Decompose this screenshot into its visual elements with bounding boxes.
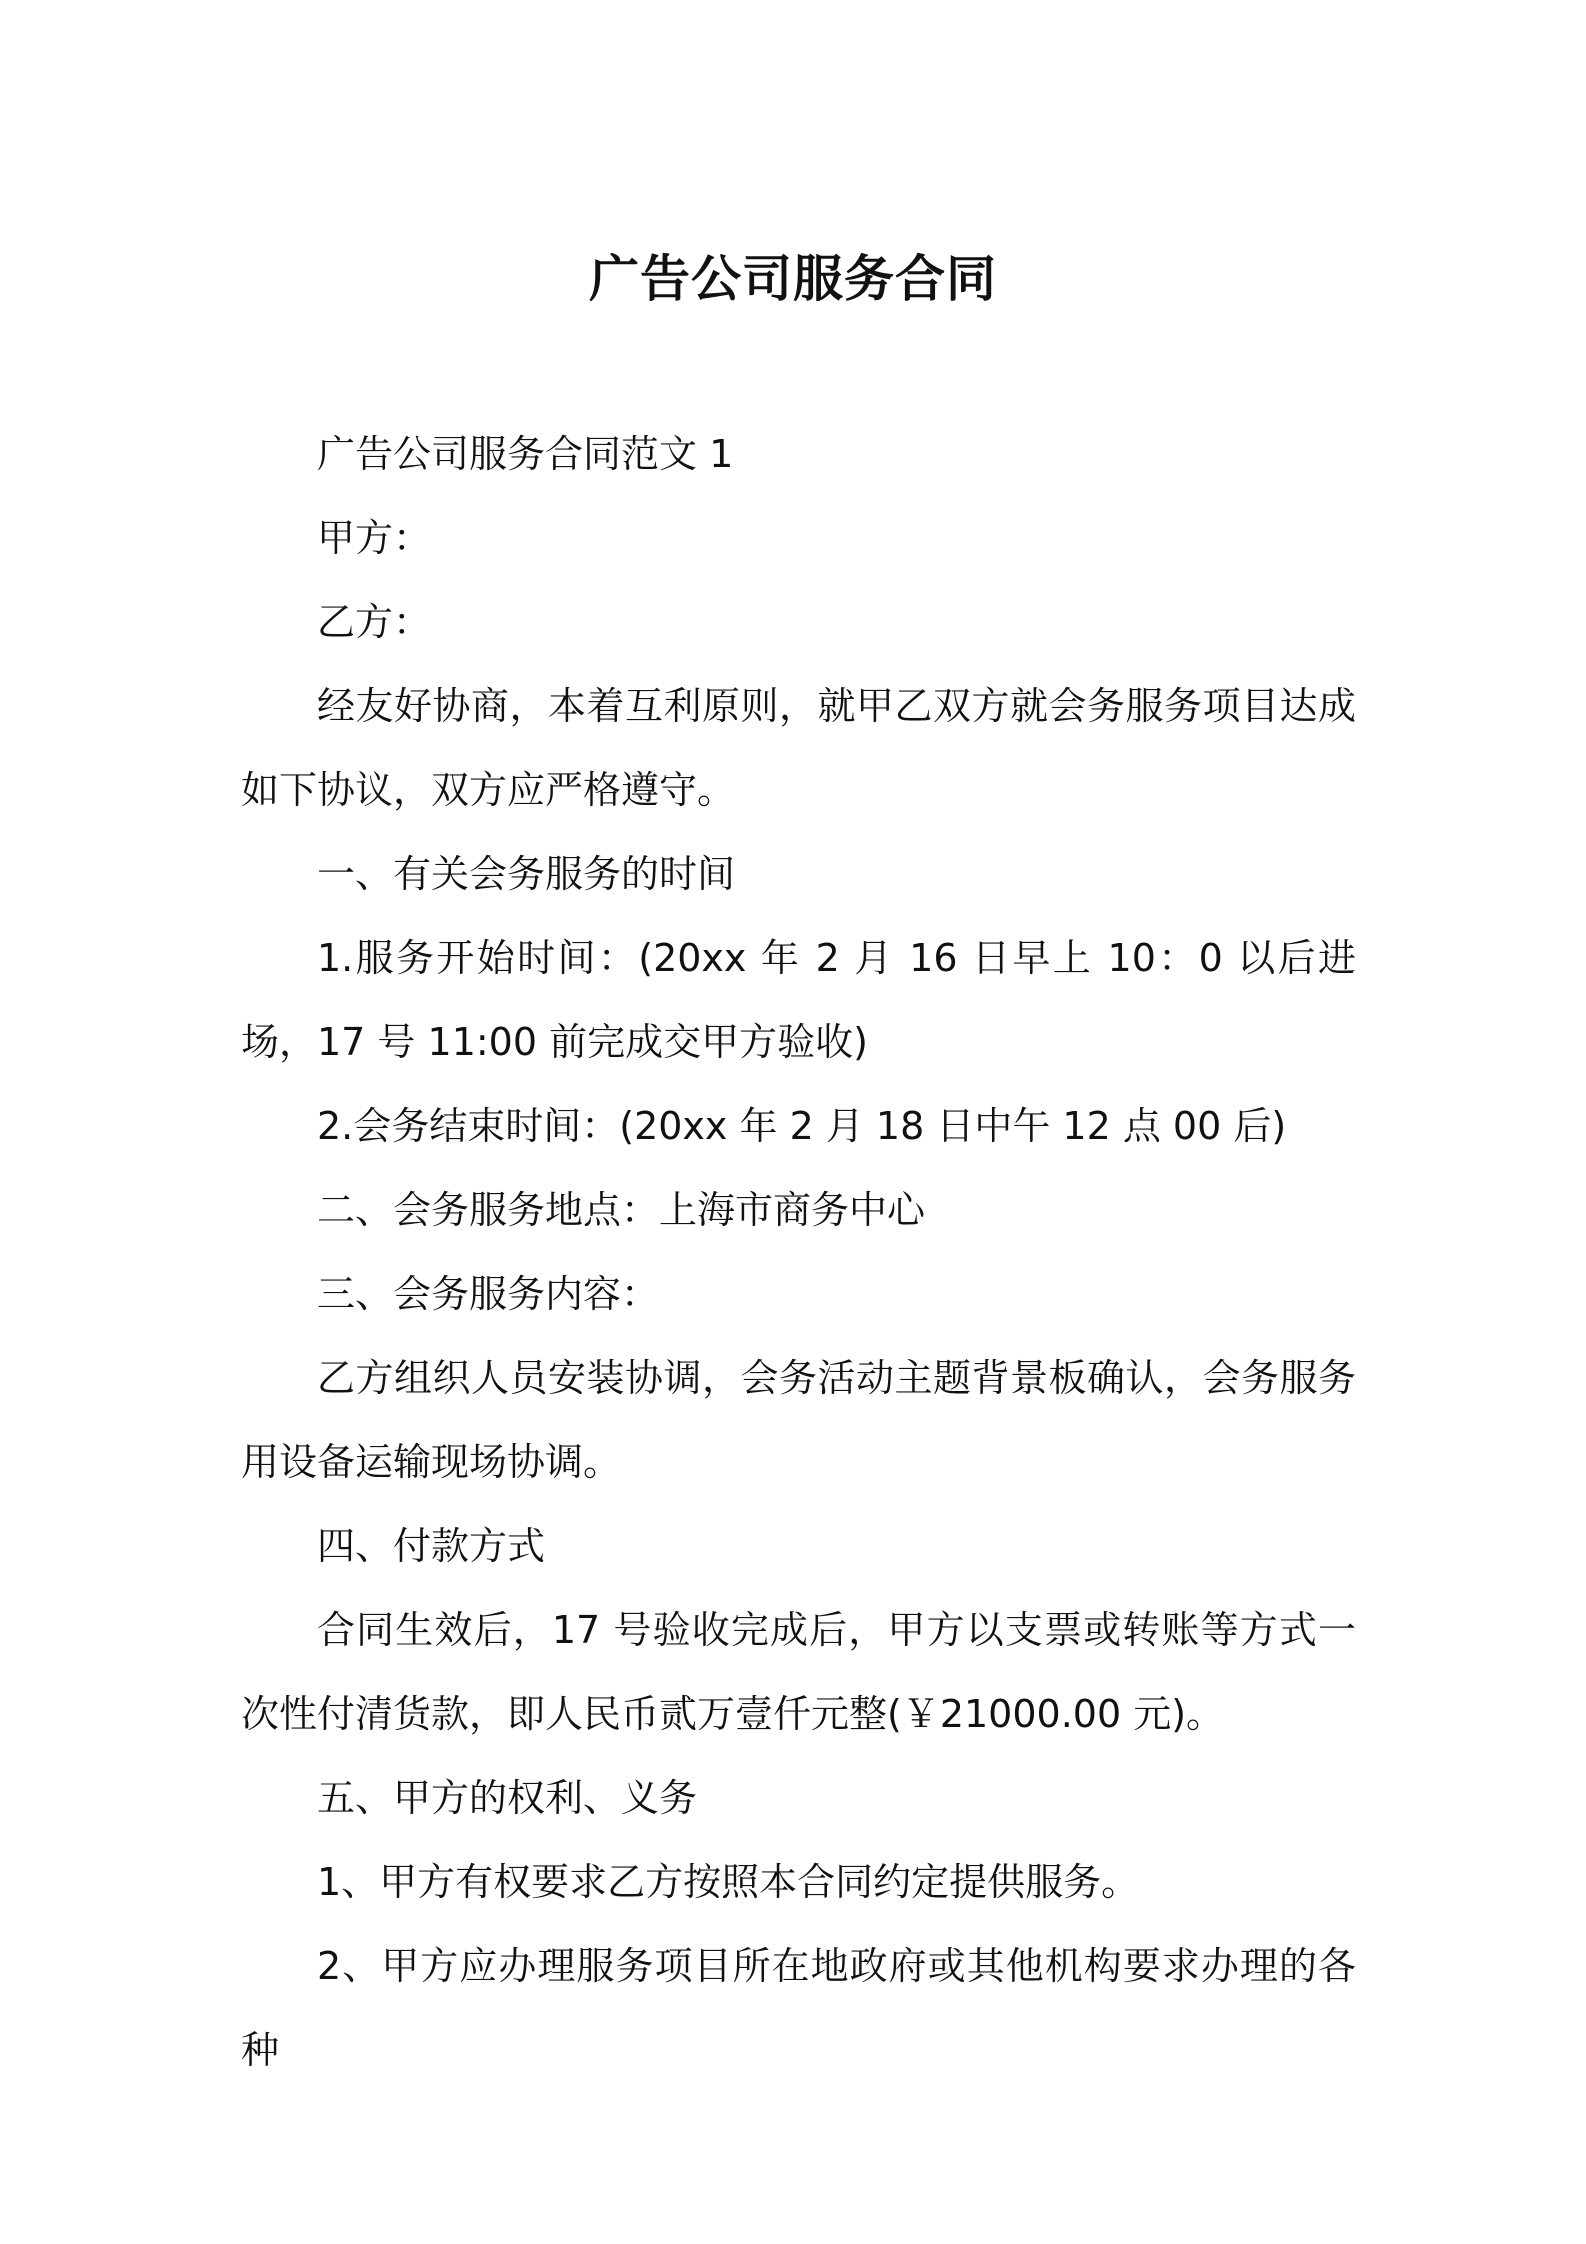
paragraph-party-a-right-1: 1、甲方有权要求乙方按照本合同约定提供服务。 (317, 1860, 1140, 1904)
paragraph-start-time: 1.服务开始时间：(20xx 年 2 月 16 日早上 10：0 以后进场，17 号 11:00 前完成交甲方验收) (241, 936, 1356, 1064)
section-heading-location: 二、会务服务地点：上海市商务中心 (317, 1188, 926, 1232)
section-heading-payment: 四、付款方式 (317, 1524, 546, 1568)
paragraph-end-time: 2.会务结束时间：(20xx 年 2 月 18 日中午 12 点 00 后) (317, 1104, 1287, 1148)
paragraph-party-a: 甲方： (317, 516, 432, 560)
document-body (241, 412, 1356, 2092)
paragraph-service-content: 乙方组织人员安装协调，会务活动主题背景板确认，会务服务用设备运输现场协调。 (241, 1356, 1356, 1484)
section-heading-time: 一、有关会务服务的时间 (317, 852, 736, 896)
paragraph-intro: 经友好协商，本着互利原则，就甲乙双方就会务服务项目达成如下协议，双方应严格遵守。 (241, 684, 1356, 812)
paragraph-party-a-right-2: 2、甲方应办理服务项目所在地政府或其他机构要求办理的各种 (241, 1944, 1356, 2072)
section-heading-content: 三、会务服务内容： (317, 1272, 660, 1316)
paragraph-payment: 合同生效后，17 号验收完成后，甲方以支票或转账等方式一次性付清货款，即人民币贰万壹仟元整(￥21000.00 元)。 (241, 1608, 1356, 1736)
document-title: 广告公司服务合同 (589, 249, 997, 308)
paragraph-sample-heading: 广告公司服务合同范文 1 (317, 432, 734, 476)
paragraph-party-b: 乙方： (317, 600, 432, 644)
section-heading-party-a-rights: 五、甲方的权利、义务 (317, 1776, 698, 1820)
